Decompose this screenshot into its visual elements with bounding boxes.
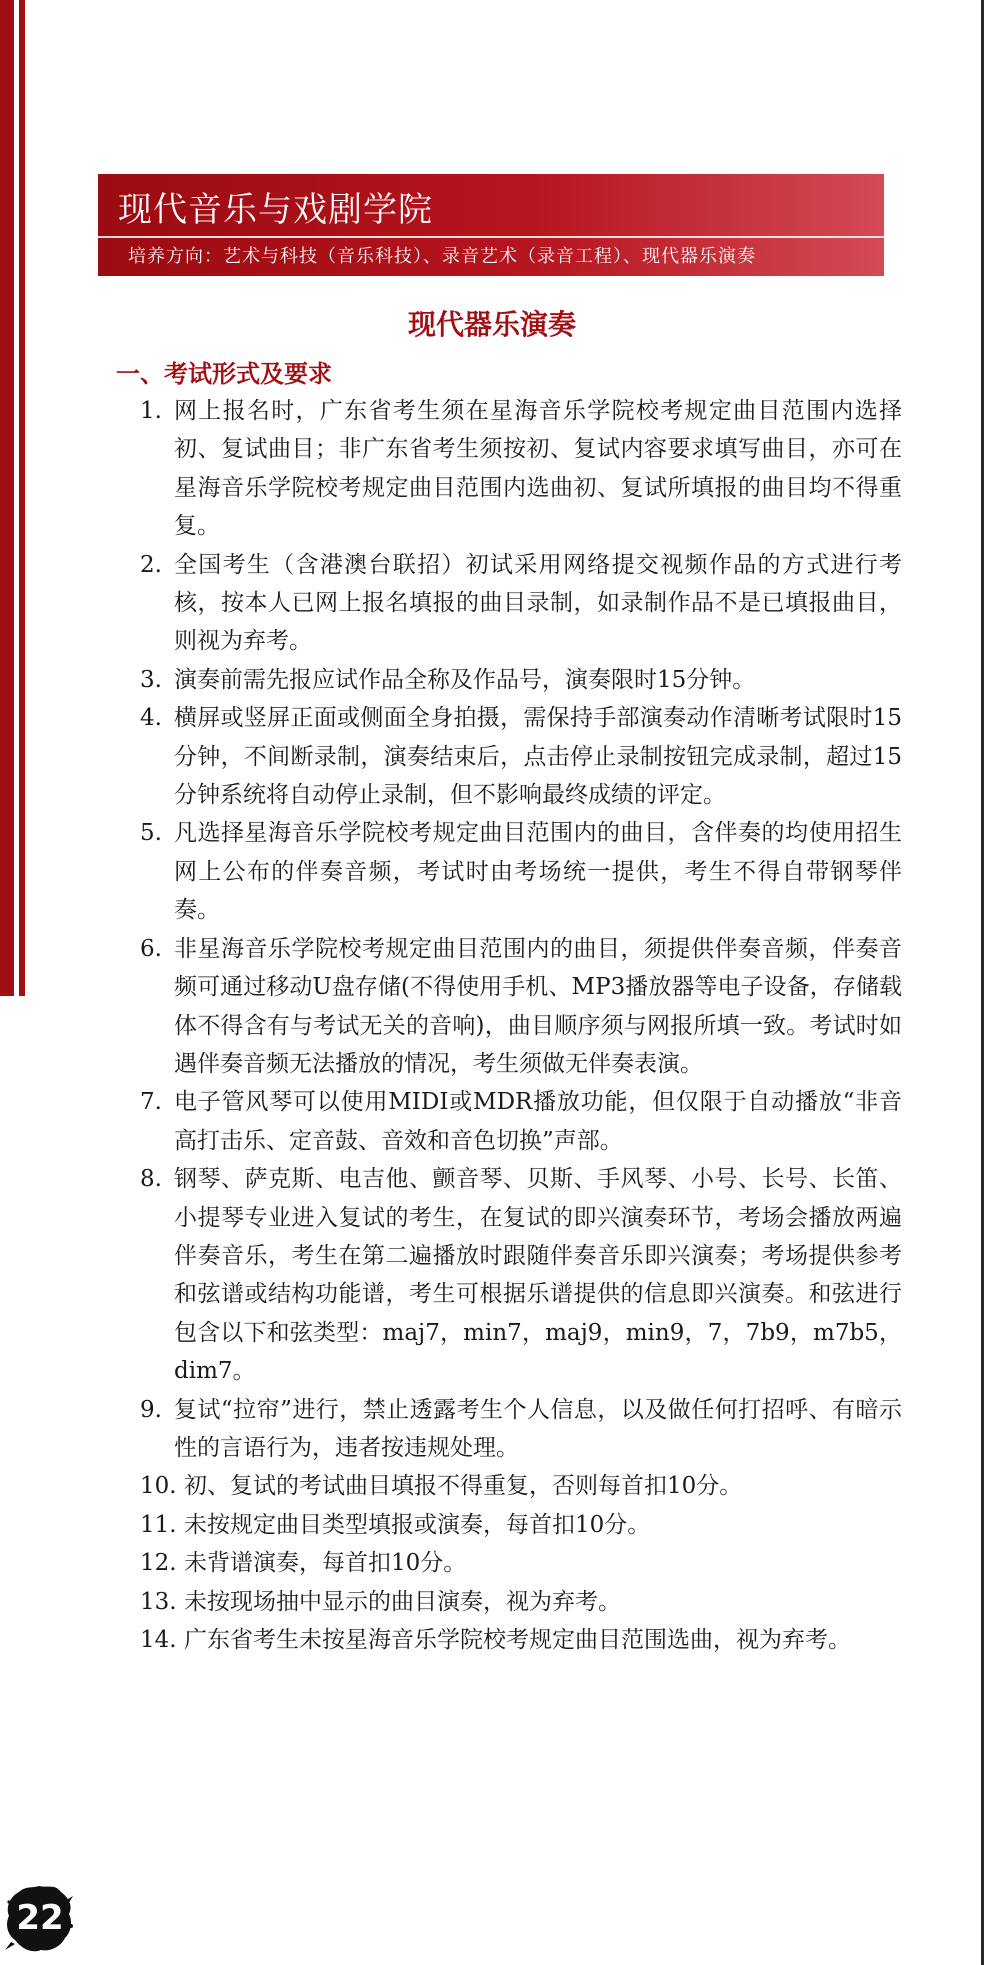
item-text: 未按规定曲目类型填报或演奏，每首扣10分。: [184, 1511, 651, 1538]
list-item: [140, 930, 900, 1084]
requirements-list: [140, 392, 900, 1659]
college-banner: [98, 174, 884, 276]
item-number: 9.: [140, 1396, 162, 1423]
item-number: 11.: [140, 1511, 177, 1538]
item-number: 1.: [140, 398, 162, 424]
item-number: 8.: [140, 1166, 162, 1193]
subheading: 一、考试形式及要求: [116, 359, 332, 388]
item-number: 7.: [140, 1089, 162, 1116]
list-item: [140, 1467, 900, 1505]
banner-divider: [98, 236, 884, 238]
list-item: [140, 1083, 900, 1160]
item-text: 凡选择星海音乐学院校考规定曲目范围内的曲目，含伴奏的均使用招生网上公布的伴奏音频，考试时由考场统一提供，考生不得自带钢琴伴奏。: [174, 820, 902, 924]
item-text: 未按现场抽中显示的曲目演奏，视为弃考。: [184, 1588, 621, 1615]
list-item: [140, 1621, 900, 1659]
list-item: [140, 1544, 900, 1582]
item-text: 演奏前需先报应试作品全称及作品号，演奏限时15分钟。: [174, 666, 756, 693]
section-title: 现代器乐演奏: [407, 308, 576, 341]
item-number: 10.: [140, 1473, 177, 1500]
item-number: 13.: [140, 1588, 177, 1615]
list-item: [140, 661, 900, 699]
banner-title: 现代音乐与戏剧学院: [118, 190, 433, 230]
left-decorative-bar-thin: [19, 0, 25, 996]
item-text: 网上报名时，广东省考生须在星海音乐学院校考规定曲目范围内选择初、复试曲目；非广东省考生须按初、复试内容要求填写曲目，亦可在星海音乐学院校考规定曲目范围内选曲初、复试所填报的曲目均不得重复。: [174, 398, 902, 540]
item-text: 初、复试的考试曲目填报不得重复，否则每首扣10分。: [184, 1473, 743, 1500]
banner-subtitle: 培养方向：艺术与科技（音乐科技）、录音艺术（录音工程）、现代器乐演奏: [128, 246, 756, 267]
item-number: 4.: [140, 705, 162, 732]
item-number: 5.: [140, 820, 162, 847]
item-text: 全国考生（含港澳台联招）初试采用网络提交视频作品的方式进行考核，按本人已网上报名填报的曲目录制，如录制作品不是已填报曲目，则视为弃考。: [174, 551, 902, 655]
item-text: 钢琴、萨克斯、电吉他、颤音琴、贝斯、手风琴、小号、长号、长笛、小提琴专业进入复试的考生，在复试的即兴演奏环节，考场会播放两遍伴奏音乐，考生在第二遍播放时跟随伴奏音乐即兴演奏；考场提供参考和弦谱或结构功能谱，考生可根据乐谱提供的信息即兴演奏。和弦进行包含以下和弦类型：maj7，min7，maj9，min9，7，7b9，m7b5，dim7。: [174, 1166, 902, 1385]
item-text: 广东省考生未按星海音乐学院校考规定曲目范围选曲，视为弃考。: [184, 1627, 851, 1653]
list-item: [140, 1160, 900, 1390]
left-decorative-bar: [0, 0, 14, 996]
item-text: 非星海音乐学院校考规定曲目范围内的曲目，须提供伴奏音频，伴奏音频可通过移动U盘存储(不得使用手机、MP3播放器等电子设备，存储载体不得含有与考试无关的音响)，曲目顺序须与网报所填一致。考试时如遇伴奏音频无法播放的情况，考生须做无伴奏表演。: [174, 935, 902, 1077]
item-text: 横屏或竖屏正面或侧面全身拍摄，需保持手部演奏动作清晰考试限时15分钟，不间断录制，演奏结束后，点击停止录制按钮完成录制，超过15分钟系统将自动停止录制，但不影响最终成绩的评定。: [174, 705, 902, 809]
list-item: [140, 392, 900, 546]
item-text: 未背谱演奏，每首扣10分。: [184, 1550, 467, 1577]
list-item: [140, 1583, 900, 1621]
item-text: 复试“拉帘”进行，禁止透露考生个人信息，以及做任何打招呼、有暗示性的言语行为，违者按违规处理。: [174, 1396, 902, 1461]
item-number: 12.: [140, 1550, 177, 1577]
list-item: [140, 814, 900, 929]
page-number: 22: [16, 1898, 64, 1938]
item-number: 2.: [140, 551, 162, 578]
list-item: [140, 699, 900, 814]
item-number: 14.: [140, 1627, 177, 1653]
list-item: [140, 546, 900, 661]
list-item: [140, 1391, 900, 1468]
item-text: 电子管风琴可以使用MIDI或MDR播放功能，但仅限于自动播放“非音高打击乐、定音鼓、音效和音色切换”声部。: [174, 1089, 902, 1154]
item-number: 3.: [140, 666, 162, 693]
list-item: [140, 1506, 900, 1544]
item-number: 6.: [140, 935, 162, 962]
